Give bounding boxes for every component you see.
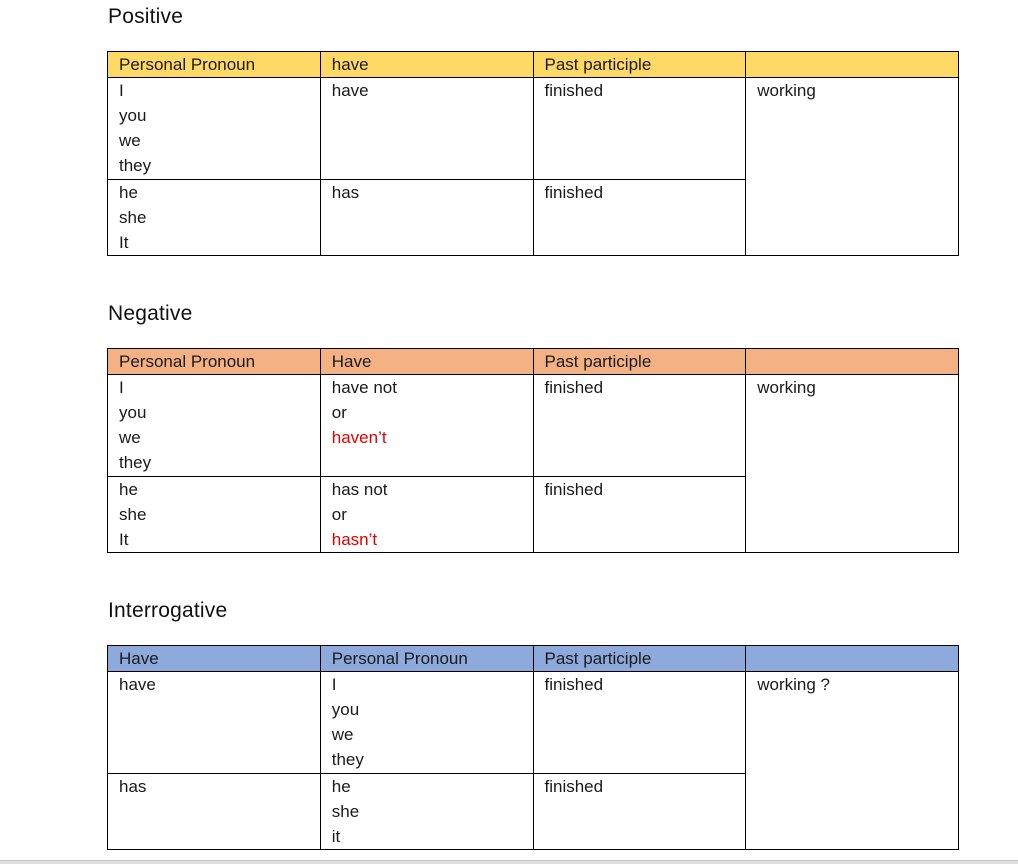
pronoun: I xyxy=(119,81,124,100)
pronoun-cell xyxy=(320,672,533,774)
verb-contraction: haven’t xyxy=(331,428,387,447)
pronoun: It xyxy=(119,233,129,252)
verb-cell xyxy=(108,672,321,774)
continuation-cell: working xyxy=(746,375,959,553)
header-cell xyxy=(746,349,959,375)
pronoun: they xyxy=(119,453,152,472)
header-cell: Past participle xyxy=(533,646,746,672)
pronoun: I xyxy=(119,378,124,397)
participle-cell: finished xyxy=(533,78,746,180)
participle-cell: finished xyxy=(533,774,746,850)
pronoun: you xyxy=(119,403,147,422)
section-title-positive: Positive xyxy=(108,5,184,28)
continuation-cell: working xyxy=(746,78,959,256)
participle-cell: finished xyxy=(533,672,746,774)
pronoun-cell xyxy=(108,477,321,553)
verb-cell xyxy=(320,375,533,477)
pronoun: it xyxy=(331,827,341,846)
pronoun-cell xyxy=(108,78,321,180)
header-cell: Personal Pronoun xyxy=(108,349,321,375)
pronoun-cell xyxy=(320,774,533,850)
verb-cell xyxy=(320,477,533,553)
continuation-cell: working ? xyxy=(746,672,959,850)
pronoun: they xyxy=(331,750,364,769)
participle-cell: finished xyxy=(533,375,746,477)
pronoun: you xyxy=(119,106,147,125)
pronoun-cell xyxy=(108,375,321,477)
pronoun: we xyxy=(119,428,141,447)
section-title-negative: Negative xyxy=(108,302,193,325)
positive-table xyxy=(107,51,959,256)
pronoun: you xyxy=(331,700,360,719)
verb-cell xyxy=(108,774,321,850)
header-cell: have xyxy=(320,52,533,78)
interrogative-table xyxy=(107,645,959,850)
verb-or: or xyxy=(331,505,347,524)
verb-cell xyxy=(320,180,533,256)
header-cell xyxy=(746,646,959,672)
verb: has xyxy=(331,183,360,202)
participle-cell: finished xyxy=(533,180,746,256)
verb: have not xyxy=(331,378,397,397)
header-cell: Personal Pronoun xyxy=(320,646,533,672)
header-cell: Past participle xyxy=(533,52,746,78)
verb: have xyxy=(331,81,369,100)
verb: has xyxy=(119,777,147,796)
pronoun: he xyxy=(119,480,138,499)
pronoun: we xyxy=(119,131,141,150)
pronoun: he xyxy=(331,777,351,796)
pronoun: we xyxy=(331,725,354,744)
header-cell: Have xyxy=(108,646,321,672)
verb: has not xyxy=(331,480,388,499)
verb-or: or xyxy=(331,403,347,422)
pronoun: I xyxy=(331,675,337,694)
page-bottom-edge xyxy=(0,860,1018,864)
section-title-interrogative: Interrogative xyxy=(108,599,228,622)
table-row xyxy=(108,375,959,477)
pronoun: he xyxy=(119,183,138,202)
pronoun-cell xyxy=(108,180,321,256)
header-cell: Past participle xyxy=(533,349,746,375)
table-header-row xyxy=(108,646,959,672)
negative-table xyxy=(107,348,959,553)
participle-cell: finished xyxy=(533,477,746,553)
pronoun: she xyxy=(331,802,360,821)
pronoun: she xyxy=(119,505,147,524)
verb-cell xyxy=(320,78,533,180)
verb-contraction: hasn’t xyxy=(331,530,378,549)
table-header-row xyxy=(108,349,959,375)
header-cell: Have xyxy=(320,349,533,375)
verb: have xyxy=(119,675,156,694)
pronoun: It xyxy=(119,530,129,549)
header-cell: Personal Pronoun xyxy=(108,52,321,78)
header-cell xyxy=(746,52,959,78)
table-row xyxy=(108,78,959,180)
table-row xyxy=(108,672,959,774)
pronoun: they xyxy=(119,156,152,175)
pronoun: she xyxy=(119,208,147,227)
table-header-row xyxy=(108,52,959,78)
